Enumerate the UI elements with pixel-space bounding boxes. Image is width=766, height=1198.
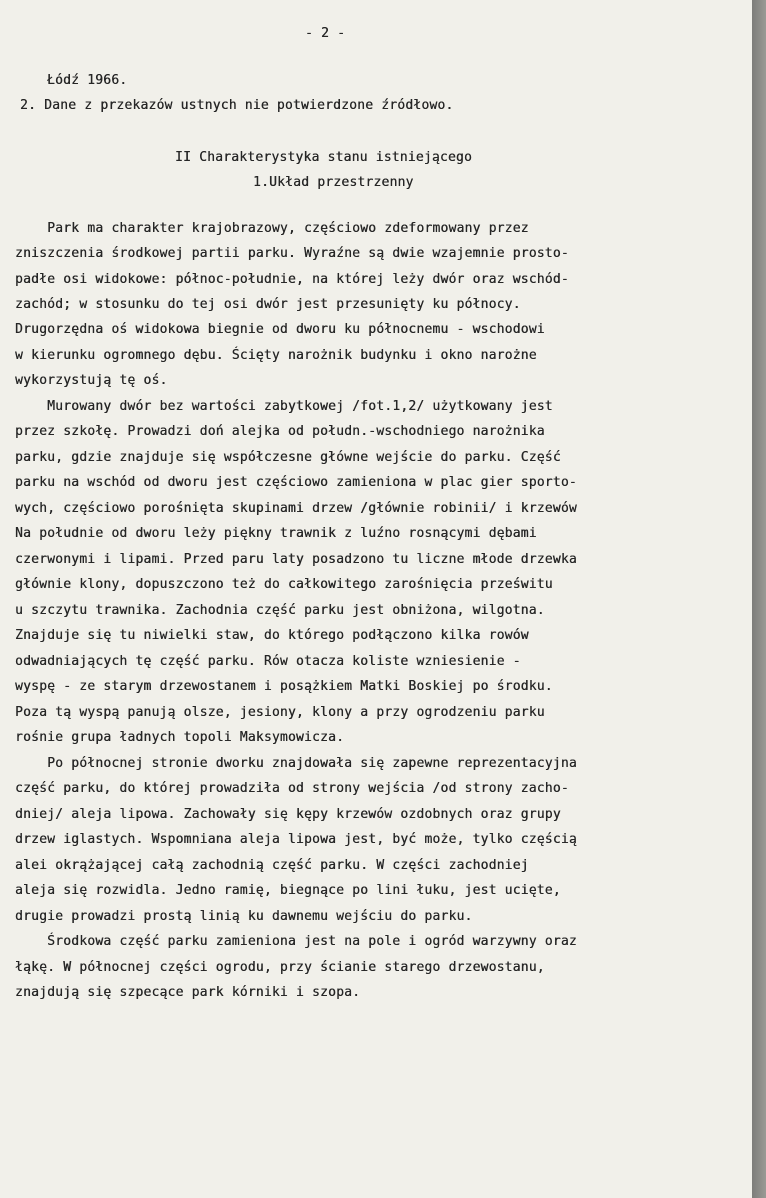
body-line: wyspę - ze starym drzewostanem i posążkiem Matki Boskiej po środku. bbox=[15, 679, 553, 694]
body-line: część parku, do której prowadziła od strony wejścia /od strony zacho- bbox=[15, 781, 569, 796]
body-line: Po północnej stronie dworku znajdowała się zapewne reprezentacyjna bbox=[15, 756, 577, 771]
body-line: drzew iglastych. Wspomniana aleja lipowa jest, być może, tylko częścią bbox=[15, 832, 577, 847]
body-line: parku na wschód od dworu jest częściowo zamieniona w plac gier sporto- bbox=[15, 475, 577, 490]
body-line: przez szkołę. Prowadzi doń alejka od połudn.-wschodniego narożnika bbox=[15, 424, 545, 439]
body-line: głównie klony, dopuszczono też do całkowitego zarośnięcia prześwitu bbox=[15, 577, 553, 592]
body-line: Park ma charakter krajobrazowy, częściowo zdeformowany przez bbox=[15, 221, 529, 236]
section-title: II Charakterystyka stanu istniejącego bbox=[175, 150, 472, 165]
body-line: Murowany dwór bez wartości zabytkowej /fot.1,2/ użytkowany jest bbox=[15, 399, 553, 414]
body-line: padłe osi widokowe: północ-południe, na której leży dwór oraz wschód- bbox=[15, 272, 569, 287]
body-line: znajdują się szpecące park kórniki i szopa. bbox=[15, 985, 361, 1000]
body-line: w kierunku ogromnego dębu. Ścięty narożnik budynku i okno narożne bbox=[15, 348, 537, 363]
page-number: - 2 - bbox=[305, 26, 346, 41]
body-line: dniej/ aleja lipowa. Zachowały się kępy krzewów ozdobnych oraz grupy bbox=[15, 807, 561, 822]
body-line: u szczytu trawnika. Zachodnia część parku jest obniżona, wilgotna. bbox=[15, 603, 545, 618]
body-line: Na południe od dworu leży piękny trawnik z luźno rosnącymi dębami bbox=[15, 526, 537, 541]
body-line: Poza tą wyspą panują olsze, jesiony, klony a przy ogrodzeniu parku bbox=[15, 705, 545, 720]
subsection-title: 1.Układ przestrzenny bbox=[253, 175, 414, 190]
body-line: parku, gdzie znajduje się współczesne główne wejście do parku. Część bbox=[15, 450, 561, 465]
body-line: rośnie grupa ładnych topoli Maksymowicza. bbox=[15, 730, 345, 745]
body-line: wych, częściowo porośnięta skupinami drzew /głównie robinii/ i krzewów bbox=[15, 501, 577, 516]
body-line: aleja się rozwidla. Jedno ramię, biegnące po lini łuku, jest ucięte, bbox=[15, 883, 561, 898]
body-line: czerwonymi i lipami. Przed paru laty posadzono tu liczne młode drzewka bbox=[15, 552, 577, 567]
body-line: odwadniających tę część parku. Rów otacza koliste wzniesienie - bbox=[15, 654, 521, 669]
note-line: 2. Dane z przekazów ustnych nie potwierdzone źródłowo. bbox=[20, 98, 454, 113]
body-line: Znajduje się tu niwielki staw, do którego podłączono kilka rowów bbox=[15, 628, 529, 643]
body-line: drugie prowadzi prostą linią ku dawnemu wejściu do parku. bbox=[15, 909, 473, 924]
body-line: Środkowa część parku zamieniona jest na pole i ogród warzywny oraz bbox=[15, 934, 577, 949]
body-line: Drugorzędna oś widokowa biegnie od dworu ku północnemu - wschodowi bbox=[15, 322, 545, 337]
body-line: wykorzystują tę oś. bbox=[15, 373, 168, 388]
body-line: alei okrążającej całą zachodnią część parku. W części zachodniej bbox=[15, 858, 529, 873]
body-line: zachód; w stosunku do tej osi dwór jest przesunięty ku północy. bbox=[15, 297, 521, 312]
body-line: zniszczenia środkowej partii parku. Wyraźne są dwie wzajemnie prosto- bbox=[15, 246, 569, 261]
city-date: Łódź 1966. bbox=[47, 73, 128, 88]
body-line: łąkę. W północnej części ogrodu, przy ścianie starego drzewostanu, bbox=[15, 960, 545, 975]
page-edge-shadow bbox=[752, 0, 766, 1198]
